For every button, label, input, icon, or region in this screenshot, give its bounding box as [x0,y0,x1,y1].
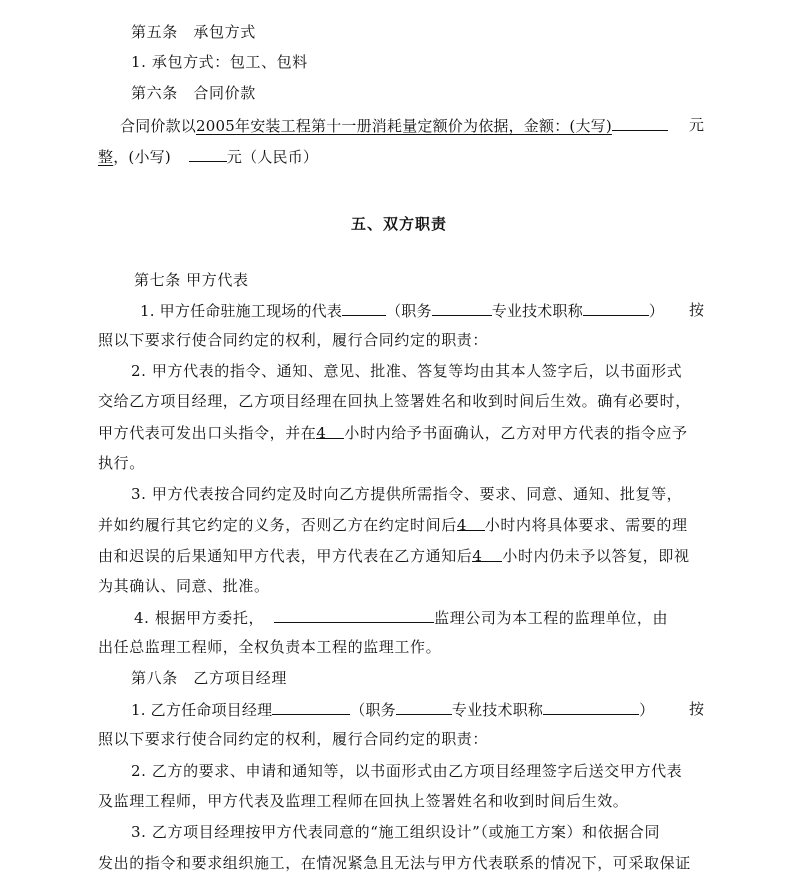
article-8-item-3-line-2: 发出的指令和要求组织施工，在情况紧急且无法与甲方代表联系的情况下，可采取保证 [98,854,691,872]
article-6-title: 第六条 合同价款 [131,84,256,102]
confirm-hours-blank [316,423,344,442]
article-8-item-2-line-1: 2. 乙方的要求、申请和通知等，以书面形式由乙方项目经理签字后送交甲方代表 [131,762,683,780]
confirm-hours: 4 [316,424,327,442]
section-heading: 五、双方职责 [350,215,447,233]
pm-title-blank [543,699,639,715]
article-5-item-1: 1. 承包方式：包工、包料 [131,53,308,71]
request-hours: 4 [456,516,467,534]
article-8-item-3-line-1: 3. 乙方项目经理按甲方代表同意的“施工组织设计”（或施工方案）和依据合同 [131,823,661,841]
price-rmb: 元（人民币） [226,148,319,166]
a8-i1-text-b: （职务 [350,701,396,719]
reply-hours: 4 [472,547,483,565]
supervisor-company-blank [274,607,434,623]
a7-i4-text-b: 监理公司为本工程的监理单位，由 [434,609,669,627]
article-6-price-line-2 [98,146,318,167]
price-lowercase-label: ，(小写) [113,148,171,166]
article-7-item-2-line-1: 2. 甲方代表的指令、通知、意见、批准、答复等均由其本人签字后，以书面形式 [131,362,683,380]
a8-i1-end: 按 [689,700,705,718]
representative-blank [342,300,386,316]
title-blank [583,300,649,316]
article-8-item-2-line-2: 及监理工程师，甲方代表及监理工程师在回执上签署姓名和收到时间后生效。 [98,792,629,810]
a7-i2-text-a: 甲方代表可发出口头指令，并在 [98,424,317,442]
article-7-item-3-line-4: 为其确认、同意、批准。 [98,577,270,595]
a7-i1-text-a: 1. 甲方任命驻施工现场的代表 [140,302,343,320]
price-yuan-end: 元 [689,116,705,134]
a8-i1-text-d: ） [639,701,655,719]
pm-position-blank [396,699,452,715]
article-6-price-line-1 [120,115,668,136]
reply-hours-blank [472,546,502,565]
a7-i3-text-a: 并如约履行其它约定的义务，否则乙方在约定时间后 [98,516,457,534]
a7-i3-text-c: 由和迟误的后果通知甲方代表，甲方代表在乙方通知后 [98,547,473,565]
article-7-item-2-line-4: 执行。 [98,454,145,472]
price-lowercase-blank [189,146,227,162]
article-7-item-2-line-2: 交给乙方项目经理，乙方项目经理在回执上签署姓名和收到时间后生效。确有必要时， [98,392,691,410]
article-8-title: 第八条 乙方项目经理 [131,669,288,687]
article-8-item-1-line-2: 照以下要求行使合同约定的权利，履行合同约定的职责： [98,730,489,748]
article-8-item-1-line-1 [131,699,654,720]
article-7-item-4-line-2: 出任总监理工程师，全权负责本工程的监理工作。 [98,638,442,656]
price-zheng: 整 [98,148,114,166]
article-7-item-1-line-1 [140,300,664,321]
request-hours-blank [456,515,485,534]
a7-i3-text-d: 小时内仍未予以答复，即视 [502,547,690,565]
article-5-title: 第五条 承包方式 [131,23,256,41]
a8-i1-text-a: 1. 乙方任命项目经理 [131,701,273,719]
a7-i3-text-b: 小时内将具体要求、需要的理 [484,516,688,534]
article-7-item-1-line-2: 照以下要求行使合同约定的权利，履行合同约定的职责： [98,331,489,349]
article-7-item-4-line-1 [134,607,668,628]
price-text-a: 合同价款以 [120,117,197,135]
a7-i4-text-a: 4. 根据甲方委托， [134,609,265,627]
a7-i1-end: 按 [689,301,705,319]
position-blank [432,300,492,316]
a7-i1-text-b: （职务 [386,302,432,320]
a8-i1-text-c: 专业技术职称 [451,701,544,719]
a7-i1-text-c: 专业技术职称 [491,302,583,320]
a7-i1-text-d: ） [648,302,665,320]
a7-i2-text-b: 小时内给予书面确认，乙方对甲方代表的指令应予 [344,424,688,442]
project-manager-blank [272,699,350,715]
article-7-item-3-line-3 [98,546,690,566]
price-basis: 2005年安装工程第十一册消耗量定额价为依据 [196,117,509,135]
article-7-item-3-line-1: 3. 甲方代表按合同约定及时向乙方提供所需指令、要求、同意、通知、批复等， [131,485,683,503]
article-7-item-3-line-2 [98,515,688,535]
article-7-item-2-line-3 [98,423,688,443]
article-7-title: 第七条 甲方代表 [134,271,249,289]
price-text-c: ，金额：(大写) [508,117,612,135]
price-uppercase-blank [612,115,668,131]
